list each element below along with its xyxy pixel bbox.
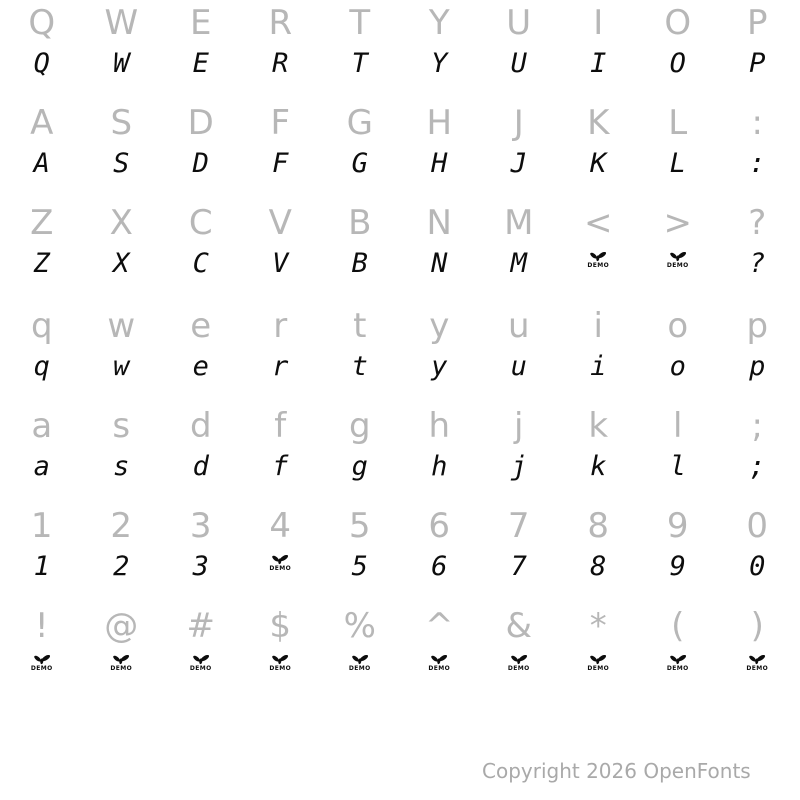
glyph-group-uppercase-row-1 [2, 2, 797, 102]
glyph-cell-gray: s [112, 406, 131, 446]
glyph-cell-gray: J [513, 103, 524, 143]
glyph-cell-gray: Z [30, 203, 54, 243]
glyph-cell-black: S [113, 148, 130, 179]
glyph-cell-black: Y [431, 48, 448, 79]
glyph-cell-black: O [669, 48, 686, 79]
glyph-cell-gray: g [348, 406, 371, 446]
glyph-cell-black: h [431, 451, 448, 482]
glyph-cell-gray: ; [751, 406, 763, 446]
glyph-cell-gray: & [505, 606, 532, 646]
glyph-cell-gray: l [673, 406, 683, 446]
glyph-cell-black: r [272, 351, 289, 382]
glyph-cell-black: ? [749, 248, 766, 279]
demo-ornament-icon [430, 655, 448, 665]
glyph-cell-black: J [510, 148, 527, 179]
glyph-cell-black: 0 [749, 551, 766, 582]
glyph-cell-gray: h [428, 406, 451, 446]
glyph-cell-gray: R [268, 3, 293, 43]
demo-label: DEMO [30, 665, 53, 672]
glyph-cell-black [400, 651, 480, 705]
glyph-cell-black [82, 651, 162, 705]
demo-label: DEMO [348, 665, 371, 672]
gray-reference-row [2, 605, 797, 651]
glyph-cell-black: g [351, 451, 368, 482]
demo-label: DEMO [110, 665, 133, 672]
glyph-cell-black: I [590, 48, 607, 79]
demo-placeholder-glyph [583, 252, 613, 269]
glyph-cell-gray: 8 [587, 506, 610, 546]
demo-placeholder-glyph [742, 655, 772, 672]
demo-placeholder-glyph [265, 555, 295, 572]
glyph-cell-black: D [192, 148, 209, 179]
glyph-cell-gray: d [189, 406, 212, 446]
glyph-cell-gray: P [746, 3, 768, 43]
glyph-cell-gray: ? [748, 203, 767, 243]
glyph-cell-gray: G [346, 103, 373, 143]
glyph-cell-gray: H [426, 103, 453, 143]
black-italic-row [2, 551, 797, 605]
glyph-cell-black [638, 248, 718, 302]
glyph-cell-black [718, 651, 798, 705]
glyph-cell-black [2, 651, 82, 705]
glyph-cell-black: G [351, 148, 368, 179]
glyph-cell-black [161, 651, 241, 705]
glyph-cell-black: A [33, 148, 50, 179]
glyph-cell-gray: o [667, 306, 689, 346]
demo-ornament-icon [112, 655, 130, 665]
demo-ornament-icon [271, 555, 289, 565]
glyph-cell-black: k [590, 451, 607, 482]
demo-label: DEMO [746, 665, 769, 672]
black-italic-row [2, 248, 797, 302]
glyph-cell-gray: w [107, 306, 136, 346]
demo-label: DEMO [269, 665, 292, 672]
glyph-cell-black: H [431, 148, 448, 179]
glyph-cell-black: R [272, 48, 289, 79]
glyph-cell-gray: 3 [189, 506, 212, 546]
glyph-cell-black: V [272, 248, 289, 279]
demo-ornament-icon [589, 655, 607, 665]
demo-placeholder-glyph [27, 655, 57, 672]
glyph-cell-black: 7 [510, 551, 527, 582]
glyph-cell-black: L [669, 148, 686, 179]
glyph-cell-gray: Q [28, 3, 56, 43]
glyph-cell-gray: W [104, 3, 139, 43]
glyph-cell-black: Q [33, 48, 50, 79]
glyph-cell-black: w [113, 351, 130, 382]
glyph-cell-gray: t [353, 306, 367, 346]
gray-reference-row [2, 2, 797, 48]
gray-reference-row [2, 202, 797, 248]
glyph-cell-gray: q [30, 306, 53, 346]
glyph-cell-black: 9 [669, 551, 686, 582]
glyph-cell-black: e [192, 351, 209, 382]
glyph-cell-gray: p [746, 306, 769, 346]
glyph-cell-black [638, 651, 718, 705]
glyph-cell-gray: L [668, 103, 688, 143]
glyph-cell-gray: D [187, 103, 214, 143]
glyph-cell-gray: 0 [746, 506, 769, 546]
glyph-cell-black: 3 [192, 551, 209, 582]
glyph-cell-black: K [590, 148, 607, 179]
glyph-cell-black: X [113, 248, 130, 279]
demo-ornament-icon [510, 655, 528, 665]
glyph-cell-black [559, 248, 639, 302]
glyph-cell-gray: E [190, 3, 212, 43]
demo-placeholder-glyph [345, 655, 375, 672]
glyph-grid [2, 2, 797, 705]
glyph-cell-black [559, 651, 639, 705]
glyph-cell-gray: ! [34, 606, 49, 646]
glyph-cell-gray: $ [269, 606, 292, 646]
gray-reference-row [2, 102, 797, 148]
glyph-cell-black: E [192, 48, 209, 79]
glyph-cell-gray: ( [671, 606, 685, 646]
glyph-cell-black: s [113, 451, 130, 482]
demo-ornament-icon [33, 655, 51, 665]
glyph-cell-black [479, 651, 559, 705]
glyph-cell-gray: S [110, 103, 133, 143]
glyph-cell-gray: e [190, 306, 212, 346]
glyph-cell-black: F [272, 148, 289, 179]
black-italic-row [2, 48, 797, 102]
glyph-cell-black: N [431, 248, 448, 279]
glyph-cell-black: u [510, 351, 527, 382]
glyph-cell-gray: : [751, 103, 763, 143]
glyph-cell-gray: Y [428, 3, 450, 43]
glyph-cell-gray: > [663, 203, 692, 243]
glyph-cell-black: T [351, 48, 368, 79]
glyph-cell-black: i [590, 351, 607, 382]
glyph-cell-black [241, 651, 321, 705]
glyph-cell-black: p [749, 351, 766, 382]
demo-ornament-icon [748, 655, 766, 665]
demo-placeholder-glyph [504, 655, 534, 672]
glyph-cell-gray: M [504, 203, 534, 243]
demo-placeholder-glyph [265, 655, 295, 672]
glyph-cell-gray: 9 [666, 506, 689, 546]
glyph-cell-gray: F [270, 103, 291, 143]
demo-ornament-icon [271, 655, 289, 665]
demo-label: DEMO [666, 262, 689, 269]
demo-placeholder-glyph [106, 655, 136, 672]
demo-ornament-icon [192, 655, 210, 665]
glyph-cell-gray: a [31, 406, 53, 446]
demo-ornament-icon [351, 655, 369, 665]
glyph-cell-gray: * [589, 606, 607, 646]
glyph-cell-gray: 2 [110, 506, 133, 546]
glyph-cell-gray: K [587, 103, 610, 143]
glyph-cell-black: o [669, 351, 686, 382]
glyph-cell-gray: y [429, 306, 450, 346]
glyph-cell-gray: ) [750, 606, 764, 646]
demo-label: DEMO [269, 565, 292, 572]
demo-label: DEMO [587, 665, 610, 672]
demo-placeholder-glyph [583, 655, 613, 672]
glyph-cell-gray: 6 [428, 506, 451, 546]
demo-label: DEMO [507, 665, 530, 672]
glyph-cell-black [320, 651, 400, 705]
glyph-cell-gray: < [584, 203, 613, 243]
demo-label: DEMO [666, 665, 689, 672]
glyph-cell-gray: @ [104, 606, 139, 646]
glyph-cell-gray: I [593, 3, 604, 43]
glyph-cell-black: B [351, 248, 368, 279]
glyph-cell-black: W [113, 48, 130, 79]
demo-placeholder-glyph [186, 655, 216, 672]
glyph-cell-gray: u [507, 306, 530, 346]
glyph-cell-gray: A [30, 103, 54, 143]
glyph-cell-black: j [510, 451, 527, 482]
gray-reference-row [2, 405, 797, 451]
glyph-group-symbols-row [2, 605, 797, 705]
glyph-cell-black: C [192, 248, 209, 279]
glyph-cell-black: 6 [431, 551, 448, 582]
demo-label: DEMO [428, 665, 451, 672]
glyph-cell-gray: r [273, 306, 288, 346]
glyph-cell-black: q [33, 351, 50, 382]
demo-ornament-icon [669, 655, 687, 665]
glyph-cell-gray: O [664, 3, 692, 43]
black-italic-row [2, 451, 797, 505]
demo-placeholder-glyph [663, 252, 693, 269]
black-italic-row [2, 351, 797, 405]
glyph-cell-gray: B [348, 203, 372, 243]
demo-placeholder-glyph [424, 655, 454, 672]
glyph-cell-gray: % [343, 606, 376, 646]
gray-reference-row [2, 305, 797, 351]
glyph-cell-black: a [33, 451, 50, 482]
glyph-cell-gray: 7 [507, 506, 530, 546]
glyph-cell-gray: C [188, 203, 213, 243]
glyph-cell-gray: f [274, 406, 287, 446]
glyph-cell-gray: 5 [348, 506, 371, 546]
glyph-cell-gray: T [349, 3, 371, 43]
demo-ornament-icon [589, 252, 607, 262]
glyph-cell-black: t [351, 351, 368, 382]
glyph-cell-gray: ^ [425, 606, 454, 646]
glyph-cell-gray: X [109, 203, 133, 243]
glyph-cell-black: U [510, 48, 527, 79]
black-italic-row [2, 651, 797, 705]
glyph-cell-black: M [510, 248, 527, 279]
gray-reference-row [2, 505, 797, 551]
glyph-cell-black: 1 [33, 551, 50, 582]
glyph-cell-gray: U [506, 3, 532, 43]
glyph-group-uppercase-row-3 [2, 202, 797, 302]
glyph-cell-black: y [431, 351, 448, 382]
glyph-group-lowercase-row-1 [2, 305, 797, 405]
glyph-cell-black: ; [749, 451, 766, 482]
glyph-group-lowercase-row-2 [2, 405, 797, 505]
glyph-cell-gray: 1 [30, 506, 53, 546]
glyph-cell-black: : [749, 148, 766, 179]
black-italic-row [2, 148, 797, 202]
glyph-group-uppercase-row-2 [2, 102, 797, 202]
glyph-group-digits-row [2, 505, 797, 605]
glyph-cell-black: P [749, 48, 766, 79]
demo-ornament-icon [669, 252, 687, 262]
glyph-cell-black: d [192, 451, 209, 482]
glyph-cell-gray: k [588, 406, 609, 446]
glyph-cell-black [241, 551, 321, 605]
copyright-text: Copyright 2026 OpenFonts [482, 759, 751, 783]
glyph-cell-black: 2 [113, 551, 130, 582]
glyph-cell-gray: 4 [269, 506, 292, 546]
glyph-cell-gray: V [268, 203, 292, 243]
demo-label: DEMO [587, 262, 610, 269]
glyph-cell-black: l [669, 451, 686, 482]
glyph-cell-gray: N [426, 203, 452, 243]
glyph-cell-black: 5 [351, 551, 368, 582]
demo-placeholder-glyph [663, 655, 693, 672]
glyph-cell-black: 8 [590, 551, 607, 582]
glyph-cell-gray: # [186, 606, 215, 646]
demo-label: DEMO [189, 665, 212, 672]
glyph-cell-gray: j [514, 406, 524, 446]
glyph-cell-black: Z [33, 248, 50, 279]
glyph-cell-gray: i [593, 306, 603, 346]
glyph-cell-black: f [272, 451, 289, 482]
